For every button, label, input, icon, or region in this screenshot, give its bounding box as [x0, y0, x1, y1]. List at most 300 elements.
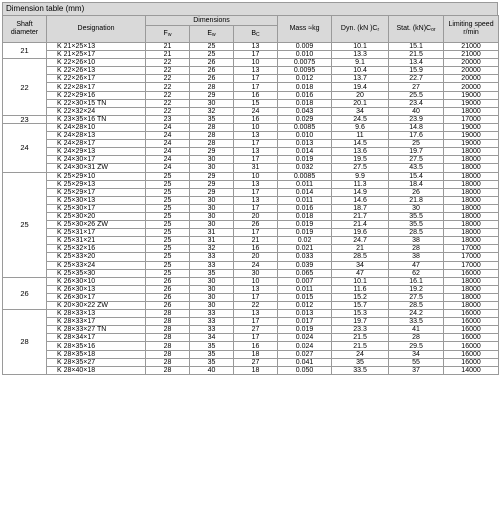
table-row	[3, 132, 499, 140]
table-row	[3, 212, 499, 220]
ew-cell: 33	[190, 326, 234, 334]
shaft-diameter-cell: 28	[3, 310, 47, 375]
limiting-speed-cell: 18000	[444, 237, 499, 245]
fw-cell: 25	[146, 204, 190, 212]
limiting-speed-cell: 18000	[444, 188, 499, 196]
dyn-load-cell: 13.6	[332, 148, 389, 156]
dyn-load-cell: 13.3	[332, 51, 389, 59]
table-row	[3, 91, 499, 99]
stat-load-cell: 30	[389, 204, 444, 212]
fw-cell: 22	[146, 107, 190, 115]
fw-cell: 28	[146, 350, 190, 358]
bc-cell: 17	[234, 229, 278, 237]
bc-cell: 13	[234, 196, 278, 204]
ew-cell: 28	[190, 83, 234, 91]
mass-cell: 0.02	[278, 237, 332, 245]
limiting-speed-cell: 16000	[444, 358, 499, 366]
limiting-speed-cell: 18000	[444, 148, 499, 156]
designation-cell: K 25×29×17	[47, 188, 146, 196]
fw-cell: 28	[146, 358, 190, 366]
ew-cell: 35	[190, 342, 234, 350]
ew-cell: 35	[190, 269, 234, 277]
fw-cell: 25	[146, 172, 190, 180]
dyn-load-cell: 35	[332, 358, 389, 366]
mass-cell: 0.017	[278, 318, 332, 326]
fw-cell: 22	[146, 99, 190, 107]
fw-cell: 28	[146, 366, 190, 374]
mass-cell: 0.015	[278, 293, 332, 301]
table-row	[3, 221, 499, 229]
ew-cell: 30	[190, 293, 234, 301]
fw-cell: 24	[146, 156, 190, 164]
mass-cell: 0.050	[278, 366, 332, 374]
fw-cell: 28	[146, 342, 190, 350]
bc-cell: 17	[234, 318, 278, 326]
stat-load-cell: 26	[389, 188, 444, 196]
stat-load-cell: 47	[389, 261, 444, 269]
limiting-speed-cell: 14000	[444, 366, 499, 374]
dyn-load-cell: 28.5	[332, 253, 389, 261]
ew-cell: 26	[190, 75, 234, 83]
dyn-load-cell: 34	[332, 261, 389, 269]
limiting-speed-cell: 18000	[444, 212, 499, 220]
stat-load-cell: 28.5	[389, 302, 444, 310]
dyn-load-cell: 10.1	[332, 43, 389, 51]
limiting-speed-cell: 18000	[444, 156, 499, 164]
mass-cell: 0.011	[278, 180, 332, 188]
dimension-table-panel	[2, 2, 498, 375]
designation-cell: K 24×28×10	[47, 123, 146, 131]
stat-load-cell: 15.1	[389, 43, 444, 51]
stat-load-cell: 33.5	[389, 318, 444, 326]
dyn-load-cell: 11.6	[332, 285, 389, 293]
stat-load-cell: 35.5	[389, 212, 444, 220]
mass-cell: 0.016	[278, 204, 332, 212]
limiting-speed-cell: 16000	[444, 310, 499, 318]
bc-cell: 10	[234, 277, 278, 285]
stat-load-cell: 38	[389, 253, 444, 261]
limiting-speed-cell: 18000	[444, 302, 499, 310]
designation-cell: K 28×40×18	[47, 366, 146, 374]
fw-cell: 24	[146, 132, 190, 140]
dyn-load-cell: 19.5	[332, 156, 389, 164]
limiting-speed-cell: 18000	[444, 164, 499, 172]
bc-cell: 13	[234, 148, 278, 156]
dyn-load-cell: 21.5	[332, 334, 389, 342]
fw-cell: 24	[146, 164, 190, 172]
table-row	[3, 277, 499, 285]
fw-cell: 22	[146, 67, 190, 75]
fw-cell: 25	[146, 253, 190, 261]
limiting-speed-cell: 19000	[444, 140, 499, 148]
dyn-load-cell: 21.4	[332, 221, 389, 229]
bc-cell: 17	[234, 83, 278, 91]
stat-load-cell: 38	[389, 237, 444, 245]
ew-cell: 29	[190, 148, 234, 156]
table-row	[3, 83, 499, 91]
designation-cell: K 28×34×17	[47, 334, 146, 342]
mass-cell: 0.041	[278, 358, 332, 366]
designation-cell: K 24×28×17	[47, 140, 146, 148]
limiting-speed-cell: 16000	[444, 269, 499, 277]
ew-cell: 35	[190, 115, 234, 123]
table-row	[3, 326, 499, 334]
ew-cell: 25	[190, 51, 234, 59]
limiting-speed-cell: 20000	[444, 75, 499, 83]
table-row	[3, 261, 499, 269]
ew-cell: 28	[190, 132, 234, 140]
header-limiting-speed: Limiting speed r/min	[444, 16, 499, 43]
bc-cell: 16	[234, 91, 278, 99]
fw-cell: 24	[146, 148, 190, 156]
limiting-speed-cell: 16000	[444, 318, 499, 326]
limiting-speed-cell: 20000	[444, 59, 499, 67]
fw-cell: 25	[146, 188, 190, 196]
table-row	[3, 196, 499, 204]
mass-cell: 0.013	[278, 140, 332, 148]
fw-cell: 25	[146, 221, 190, 229]
mass-cell: 0.007	[278, 277, 332, 285]
dyn-load-cell: 18.7	[332, 204, 389, 212]
designation-cell: K 21×25×17	[47, 51, 146, 59]
table-row	[3, 59, 499, 67]
table-row	[3, 318, 499, 326]
table-row	[3, 75, 499, 83]
dimension-table	[2, 15, 499, 375]
table-row	[3, 164, 499, 172]
stat-load-cell: 62	[389, 269, 444, 277]
table-row	[3, 358, 499, 366]
limiting-speed-cell: 21000	[444, 43, 499, 51]
ew-cell: 30	[190, 164, 234, 172]
designation-cell: K 26×30×10	[47, 277, 146, 285]
fw-cell: 26	[146, 277, 190, 285]
table-row	[3, 99, 499, 107]
mass-cell: 0.013	[278, 310, 332, 318]
stat-load-cell: 18.4	[389, 180, 444, 188]
ew-cell: 32	[190, 107, 234, 115]
table-row	[3, 229, 499, 237]
dyn-load-cell: 13.7	[332, 75, 389, 83]
bc-cell: 24	[234, 107, 278, 115]
bc-cell: 13	[234, 67, 278, 75]
stat-load-cell: 19.7	[389, 148, 444, 156]
mass-cell: 0.018	[278, 83, 332, 91]
header-ew: Ew	[190, 26, 234, 43]
ew-cell: 32	[190, 245, 234, 253]
bc-cell: 17	[234, 334, 278, 342]
designation-cell: K 24×30×17	[47, 156, 146, 164]
ew-cell: 28	[190, 140, 234, 148]
dyn-load-cell: 11.3	[332, 180, 389, 188]
limiting-speed-cell: 20000	[444, 83, 499, 91]
ew-cell: 28	[190, 123, 234, 131]
limiting-speed-cell: 18000	[444, 180, 499, 188]
dyn-load-cell: 23.3	[332, 326, 389, 334]
bc-cell: 17	[234, 140, 278, 148]
mass-cell: 0.012	[278, 75, 332, 83]
ew-cell: 29	[190, 172, 234, 180]
shaft-diameter-cell: 22	[3, 59, 47, 116]
stat-load-cell: 43.5	[389, 164, 444, 172]
stat-load-cell: 40	[389, 107, 444, 115]
bc-cell: 18	[234, 350, 278, 358]
bc-cell: 17	[234, 204, 278, 212]
bc-cell: 10	[234, 172, 278, 180]
mass-cell: 0.019	[278, 156, 332, 164]
designation-cell: K 25×30×17	[47, 204, 146, 212]
table-caption: Dimension table (mm)	[2, 2, 498, 15]
stat-load-cell: 27	[389, 83, 444, 91]
fw-cell: 22	[146, 75, 190, 83]
dyn-load-cell: 15.3	[332, 310, 389, 318]
ew-cell: 33	[190, 310, 234, 318]
shaft-diameter-cell: 25	[3, 172, 47, 277]
limiting-speed-cell: 19000	[444, 99, 499, 107]
dyn-load-cell: 19.4	[332, 83, 389, 91]
designation-cell: K 28×35×18	[47, 350, 146, 358]
table-row	[3, 310, 499, 318]
limiting-speed-cell: 18000	[444, 221, 499, 229]
stat-load-cell: 16.1	[389, 277, 444, 285]
header-mass: Mass ≈kg	[278, 16, 332, 43]
mass-cell: 0.0095	[278, 67, 332, 75]
shaft-diameter-cell: 24	[3, 123, 47, 172]
dyn-load-cell: 10.4	[332, 67, 389, 75]
ew-cell: 30	[190, 196, 234, 204]
bc-cell: 31	[234, 164, 278, 172]
limiting-speed-cell: 18000	[444, 172, 499, 180]
fw-cell: 26	[146, 302, 190, 310]
fw-cell: 24	[146, 140, 190, 148]
bc-cell: 13	[234, 180, 278, 188]
dyn-load-cell: 21.7	[332, 212, 389, 220]
dyn-load-cell: 24	[332, 350, 389, 358]
dyn-load-cell: 11	[332, 132, 389, 140]
designation-cell: K 25×30×26 ZW	[47, 221, 146, 229]
header-shaft-diameter: Shaft diameter	[3, 16, 47, 43]
limiting-speed-cell: 20000	[444, 67, 499, 75]
limiting-speed-cell: 18000	[444, 196, 499, 204]
bc-cell: 24	[234, 261, 278, 269]
mass-cell: 0.0085	[278, 172, 332, 180]
stat-load-cell: 13.4	[389, 59, 444, 67]
header-bc: BC	[234, 26, 278, 43]
stat-load-cell: 28.5	[389, 229, 444, 237]
table-row	[3, 245, 499, 253]
bc-cell: 17	[234, 188, 278, 196]
designation-cell: K 28×33×17	[47, 318, 146, 326]
bc-cell: 13	[234, 310, 278, 318]
designation-cell: K 25×33×20	[47, 253, 146, 261]
designation-cell: K 25×31×21	[47, 237, 146, 245]
table-row	[3, 204, 499, 212]
shaft-diameter-cell: 23	[3, 115, 47, 123]
mass-cell: 0.029	[278, 115, 332, 123]
mass-cell: 0.024	[278, 342, 332, 350]
fw-cell: 25	[146, 196, 190, 204]
stat-load-cell: 17.6	[389, 132, 444, 140]
ew-cell: 33	[190, 318, 234, 326]
mass-cell: 0.033	[278, 253, 332, 261]
dyn-load-cell: 33.5	[332, 366, 389, 374]
table-row	[3, 43, 499, 51]
bc-cell: 16	[234, 342, 278, 350]
table-row	[3, 107, 499, 115]
table-row	[3, 188, 499, 196]
bc-cell: 10	[234, 123, 278, 131]
stat-load-cell: 27.5	[389, 156, 444, 164]
bc-cell: 18	[234, 366, 278, 374]
limiting-speed-cell: 18000	[444, 107, 499, 115]
header-fw: Fw	[146, 26, 190, 43]
mass-cell: 0.011	[278, 285, 332, 293]
mass-cell: 0.011	[278, 196, 332, 204]
ew-cell: 31	[190, 229, 234, 237]
bc-cell: 30	[234, 269, 278, 277]
bc-cell: 17	[234, 156, 278, 164]
designation-cell: K 22×32×24	[47, 107, 146, 115]
ew-cell: 31	[190, 237, 234, 245]
ew-cell: 40	[190, 366, 234, 374]
fw-cell: 24	[146, 123, 190, 131]
dyn-load-cell: 47	[332, 269, 389, 277]
stat-load-cell: 15.4	[389, 172, 444, 180]
limiting-speed-cell: 18000	[444, 204, 499, 212]
mass-cell: 0.024	[278, 334, 332, 342]
mass-cell: 0.014	[278, 188, 332, 196]
fw-cell: 25	[146, 261, 190, 269]
ew-cell: 30	[190, 302, 234, 310]
header-dimensions: Dimensions	[146, 16, 278, 26]
table-row	[3, 334, 499, 342]
limiting-speed-cell: 16000	[444, 326, 499, 334]
mass-cell: 0.016	[278, 91, 332, 99]
ew-cell: 30	[190, 156, 234, 164]
stat-load-cell: 22.7	[389, 75, 444, 83]
fw-cell: 25	[146, 269, 190, 277]
mass-cell: 0.018	[278, 99, 332, 107]
stat-load-cell: 35.5	[389, 221, 444, 229]
designation-cell: K 24×30×31 ZW	[47, 164, 146, 172]
table-row	[3, 237, 499, 245]
table-row	[3, 253, 499, 261]
ew-cell: 29	[190, 91, 234, 99]
fw-cell: 22	[146, 83, 190, 91]
designation-cell: K 25×29×13	[47, 180, 146, 188]
table-body	[3, 43, 499, 375]
table-row	[3, 350, 499, 358]
bc-cell: 16	[234, 245, 278, 253]
dyn-load-cell: 9.6	[332, 123, 389, 131]
dyn-load-cell: 19.7	[332, 318, 389, 326]
dyn-load-cell: 27.5	[332, 164, 389, 172]
designation-cell: K 22×30×15 TN	[47, 99, 146, 107]
mass-cell: 0.019	[278, 229, 332, 237]
designation-cell: K 25×31×17	[47, 229, 146, 237]
stat-load-cell: 27.5	[389, 293, 444, 301]
designation-cell: K 20×30×22 ZW	[47, 302, 146, 310]
bc-cell: 17	[234, 293, 278, 301]
limiting-speed-cell: 19000	[444, 132, 499, 140]
mass-cell: 0.010	[278, 51, 332, 59]
designation-cell: K 28×35×27	[47, 358, 146, 366]
limiting-speed-cell: 16000	[444, 350, 499, 358]
designation-cell: K 28×35×16	[47, 342, 146, 350]
fw-cell: 22	[146, 91, 190, 99]
ew-cell: 30	[190, 212, 234, 220]
bc-cell: 13	[234, 285, 278, 293]
designation-cell: K 25×32×16	[47, 245, 146, 253]
designation-cell: K 22×28×17	[47, 83, 146, 91]
mass-cell: 0.043	[278, 107, 332, 115]
dyn-load-cell: 15.7	[332, 302, 389, 310]
limiting-speed-cell: 16000	[444, 342, 499, 350]
stat-load-cell: 25.5	[389, 91, 444, 99]
table-row	[3, 51, 499, 59]
mass-cell: 0.010	[278, 132, 332, 140]
bc-cell: 17	[234, 75, 278, 83]
ew-cell: 29	[190, 188, 234, 196]
bc-cell: 17	[234, 51, 278, 59]
ew-cell: 26	[190, 67, 234, 75]
limiting-speed-cell: 18000	[444, 277, 499, 285]
fw-cell: 25	[146, 237, 190, 245]
mass-cell: 0.032	[278, 164, 332, 172]
header-dyn-load: Dyn. (kN )Cr	[332, 16, 389, 43]
table-row	[3, 172, 499, 180]
designation-cell: K 25×33×24	[47, 261, 146, 269]
limiting-speed-cell: 16000	[444, 334, 499, 342]
bc-cell: 10	[234, 59, 278, 67]
dyn-load-cell: 20.1	[332, 99, 389, 107]
table-row	[3, 285, 499, 293]
designation-cell: K 26×30×17	[47, 293, 146, 301]
ew-cell: 30	[190, 277, 234, 285]
table-row	[3, 293, 499, 301]
bc-cell: 22	[234, 302, 278, 310]
fw-cell: 23	[146, 115, 190, 123]
designation-cell: K 24×29×13	[47, 148, 146, 156]
limiting-speed-cell: 17000	[444, 253, 499, 261]
ew-cell: 33	[190, 261, 234, 269]
dyn-load-cell: 20	[332, 91, 389, 99]
dyn-load-cell: 9.9	[332, 172, 389, 180]
mass-cell: 0.027	[278, 350, 332, 358]
bc-cell: 15	[234, 99, 278, 107]
ew-cell: 25	[190, 43, 234, 51]
bc-cell: 13	[234, 132, 278, 140]
table-row	[3, 180, 499, 188]
stat-load-cell: 14.8	[389, 123, 444, 131]
table-row	[3, 115, 499, 123]
table-row	[3, 67, 499, 75]
stat-load-cell: 15.9	[389, 67, 444, 75]
mass-cell: 0.019	[278, 221, 332, 229]
ew-cell: 34	[190, 334, 234, 342]
designation-cell: K 22×26×13	[47, 67, 146, 75]
limiting-speed-cell: 19000	[444, 91, 499, 99]
limiting-speed-cell: 18000	[444, 293, 499, 301]
designation-cell: K 24×28×13	[47, 132, 146, 140]
table-row	[3, 140, 499, 148]
fw-cell: 25	[146, 229, 190, 237]
dyn-load-cell: 14.9	[332, 188, 389, 196]
dyn-load-cell: 15.2	[332, 293, 389, 301]
bc-cell: 20	[234, 253, 278, 261]
mass-cell: 0.039	[278, 261, 332, 269]
limiting-speed-cell: 19000	[444, 123, 499, 131]
